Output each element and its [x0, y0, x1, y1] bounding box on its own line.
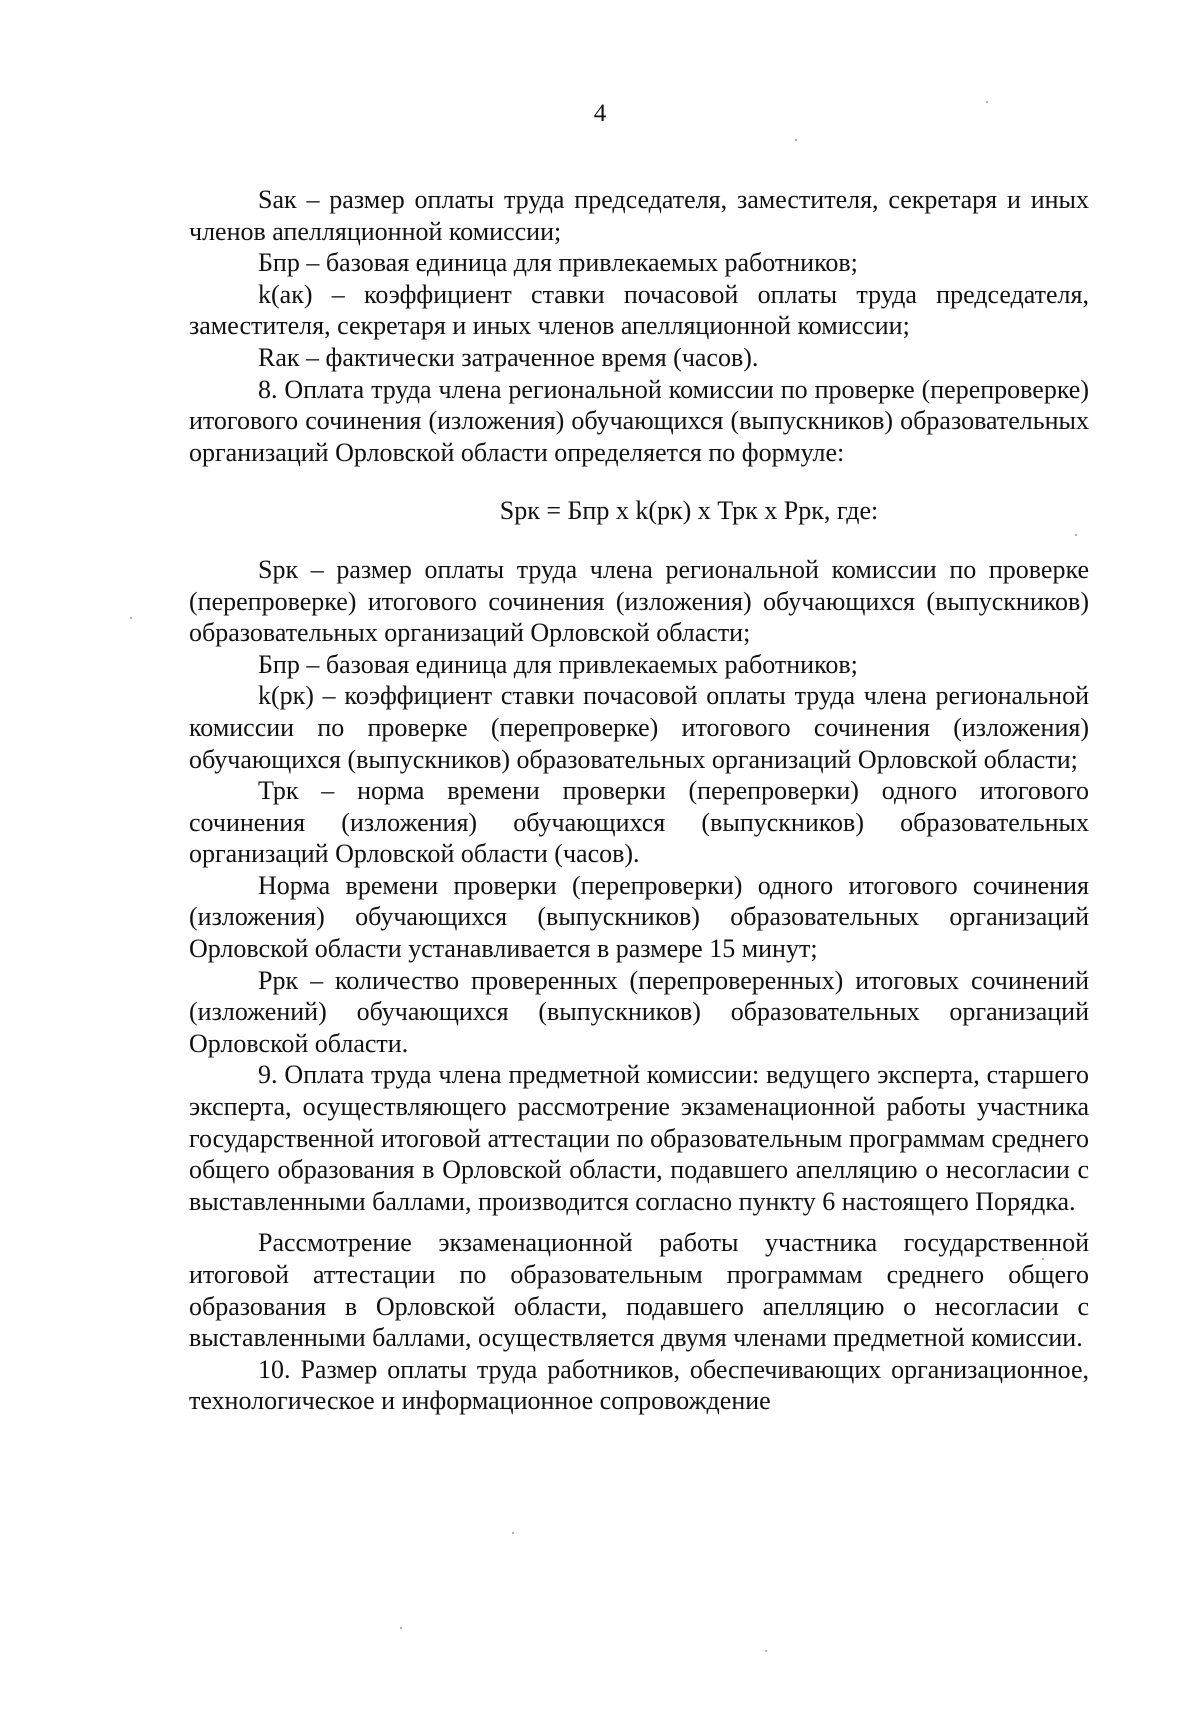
- paragraph-time-norm: Норма времени проверки (перепроверки) одного итогового сочинения (изложения) обучающихся (выпускников) образовательных организаций Орловской области устанавливается в размере 15 минут;: [189, 870, 1089, 964]
- scan-speck: [1075, 534, 1077, 536]
- paragraph-spk-definition: Sрк – размер оплаты труда члена региональной комиссии по проверке (перепроверке) итогового сочинения (изложения) обучающихся (выпускников) образовательных организаций Орловской области;: [189, 554, 1089, 648]
- paragraph-item-10: 10. Размер оплаты труда работников, обеспечивающих организационное, технологическое и информационное сопровождение: [189, 1354, 1089, 1416]
- scan-speck: [765, 1650, 767, 1652]
- paragraph-bpr-definition-2: Бпр – базовая единица для привлекаемых работников;: [258, 649, 858, 679]
- paragraph-item-8: 8. Оплата труда члена региональной комиссии по проверке (перепроверке) итогового сочинения (изложения) обучающихся (выпускников) образовательных организаций Орловской области определяется по формуле:: [189, 374, 1089, 467]
- scan-speck: [512, 1532, 514, 1534]
- paragraph-item-9: 9. Оплата труда члена предметной комиссии: ведущего эксперта, старшего эксперта, осуществляющего рассмотрение экзаменационной работы участника государственной итоговой аттестации по образовательным программам среднего общего образования в Орловской области, подавшего апелляцию о несогласии с выставленными баллами, производится согласно пункту 6 настоящего Порядка.: [189, 1060, 1089, 1216]
- document-body: [189, 184, 1089, 1417]
- scan-speck: [986, 101, 988, 103]
- scan-speck: [795, 139, 797, 141]
- paragraph-rrk-definition: Ррк – количество проверенных (перепроверенных) итоговых сочинений (изложений) обучающихся (выпускников) образовательных организаций Орловской области.: [189, 965, 1089, 1058]
- scan-speck: [400, 1627, 402, 1629]
- page-number: 4: [593, 100, 607, 127]
- paragraph-rak-definition: Rак – фактически затраченное время (часов).: [258, 342, 759, 372]
- paragraph-sak-definition: Sак – размер оплаты труда председателя, заместителя, секретаря и иных членов апелляционной комиссии;: [189, 185, 1089, 246]
- formula-spk: Sрк = Бпр х k(рк) х Трк х Ррк, где:: [499, 496, 879, 526]
- paragraph-kak-definition: k(ак) – коэффициент ставки почасовой оплаты труда председателя, заместителя, секретаря и иных членов апелляционной комиссии;: [189, 279, 1089, 341]
- paragraph-krk-definition: k(рк) – коэффициент ставки почасовой оплаты труда члена региональной комиссии по проверке (перепроверке) итогового сочинения (изложения) обучающихся (выпускников) образовательных организаций Орловской области;: [189, 681, 1089, 774]
- scan-speck: [1042, 1258, 1044, 1260]
- paragraph-gap: [189, 1217, 1089, 1227]
- paragraph-appeal-review: Рассмотрение экзаменационной работы участника государственной итоговой аттестации по образовательным программам среднего общего образования в Орловской области, подавшего апелляцию о несогласии с выставленными баллами, осуществляется двумя членами предметной комиссии.: [189, 1228, 1089, 1353]
- paragraph-trk-definition: Трк – норма времени проверки (перепроверки) одного итогового сочинения (изложения) обучающихся (выпускников) образовательных организаций Орловской области (часов).: [189, 776, 1089, 869]
- scan-speck: [130, 617, 132, 619]
- paragraph-bpr-definition: Бпр – базовая единица для привлекаемых работников;: [258, 248, 858, 278]
